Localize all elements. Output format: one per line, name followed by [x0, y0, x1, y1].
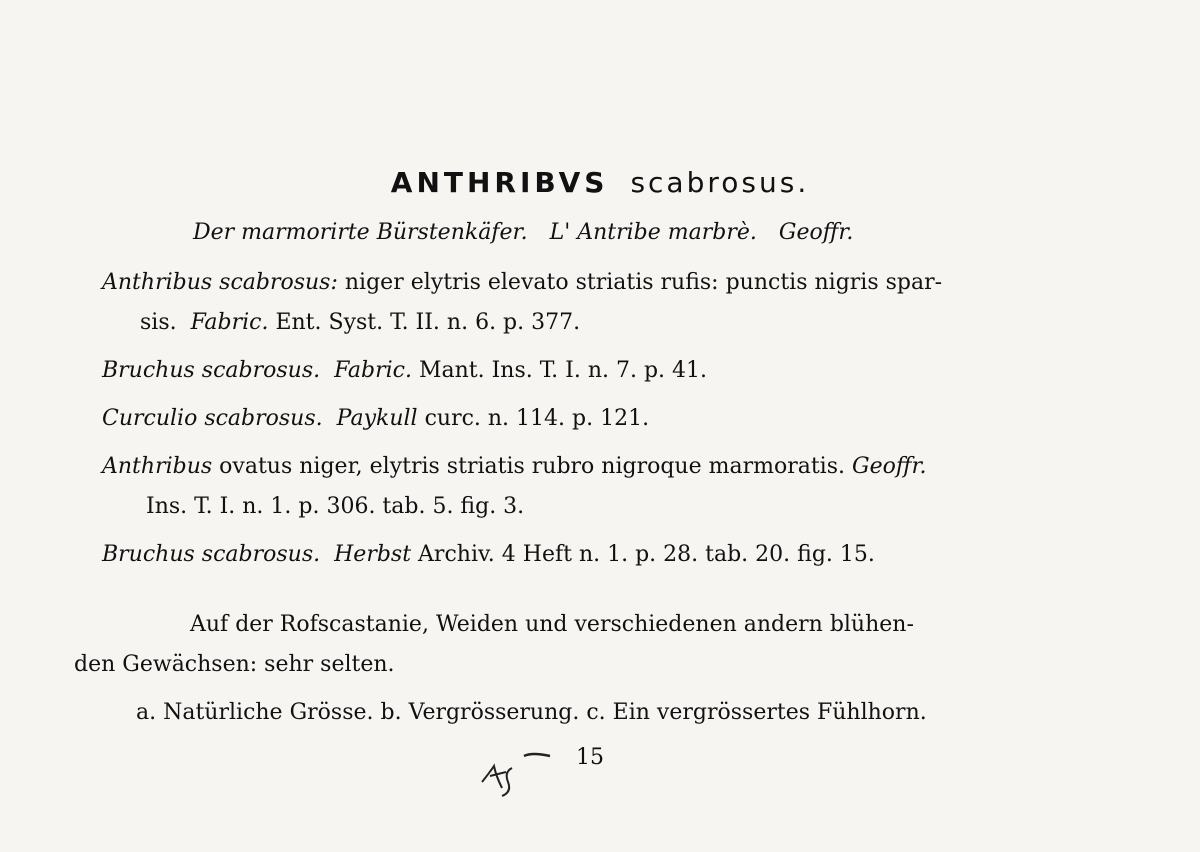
title-genus: ANTHRIBVS: [390, 166, 609, 199]
synonym-5-name: Bruchus scabrosus.: [102, 542, 321, 567]
synonym-4-line-1: [102, 454, 927, 479]
synonym-3-name: Curculio scabrosus.: [102, 406, 323, 431]
synonym-1-line-1: [102, 270, 942, 295]
figure-b: b. Vergrösserung.: [380, 700, 580, 725]
synonym-4-source: Geoffr.: [852, 454, 927, 479]
synonym-4-desc: ovatus niger, elytris striatis rubro nigroque marmoratis.: [219, 454, 846, 479]
synonym-1-desc: niger elytris elevato striatis rufis: punctis nigris spar-: [344, 270, 943, 295]
page-number: 15: [576, 745, 604, 770]
vernacular-french: L' Antribe marbrè.: [549, 220, 757, 245]
synonym-2-source: Fabric.: [334, 358, 412, 383]
synonym-1-ref: Ent. Syst. T. II. n. 6. p. 377.: [275, 310, 581, 335]
synonym-4-ref: Ins. T. I. n. 1. p. 306. tab. 5. fig. 3.: [146, 494, 525, 519]
figure-legend: [136, 700, 927, 725]
synonym-3: [102, 406, 649, 431]
synonym-1-source: Fabric.: [190, 310, 269, 335]
title-species: scabrosus.: [630, 166, 810, 199]
habitat-line-2: den Gewächsen: sehr selten.: [74, 652, 395, 677]
synonym-2: [102, 358, 707, 383]
synonym-5-source: Herbst: [334, 542, 412, 567]
synonym-4-name: Anthribus: [102, 454, 213, 479]
synonym-3-source: Paykull: [336, 406, 418, 431]
handwritten-mark: [472, 742, 562, 802]
synonym-5-ref: Archiv. 4 Heft n. 1. p. 28. tab. 20. fig. 15.: [418, 542, 875, 567]
synonym-3-ref: curc. n. 114. p. 121.: [424, 406, 650, 431]
synonym-1-line-2: [140, 310, 580, 335]
figure-c: c. Ein vergrössertes Fühlhorn.: [586, 700, 927, 725]
synonym-1-cont: sis.: [140, 310, 177, 335]
synonym-2-name: Bruchus scabrosus.: [102, 358, 321, 383]
figure-a: a. Natürliche Grösse.: [136, 700, 374, 725]
synonym-4-line-2: [146, 494, 524, 519]
vernacular-line: [193, 220, 853, 245]
vernacular-author: Geoffr.: [778, 220, 854, 245]
habitat-line-1: Auf der Rofscastanie, Weiden und verschiedenen andern blühen-: [190, 612, 914, 637]
synonym-2-ref: Mant. Ins. T. I. n. 7. p. 41.: [418, 358, 708, 383]
synonym-1-name: Anthribus scabrosus:: [102, 270, 338, 295]
synonym-5: [102, 542, 875, 567]
page-title: [0, 166, 1200, 199]
vernacular-german: Der marmorirte Bürstenkäfer.: [193, 220, 528, 245]
